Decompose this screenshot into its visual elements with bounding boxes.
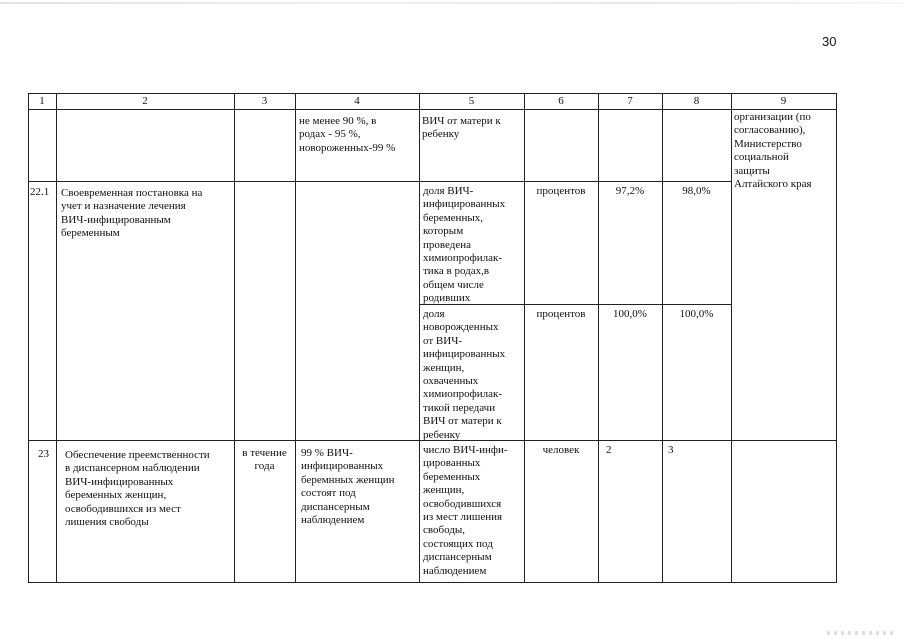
- header-col-7: 7: [627, 95, 633, 107]
- column-divider: [524, 93, 525, 583]
- header-col-6: 6: [558, 95, 564, 107]
- column-divider: [731, 93, 732, 583]
- indicator-value-col8: 98,0%: [682, 185, 711, 197]
- row-number-22-1: 22.1: [30, 186, 50, 198]
- indicator-value-col8: 3: [668, 444, 674, 456]
- column-divider: [56, 93, 57, 583]
- column-divider: [419, 93, 420, 583]
- scan-top-edge: [0, 2, 905, 4]
- row-23-term: в течение года: [242, 447, 287, 473]
- page-number: 30: [822, 34, 837, 49]
- header-col-3: 3: [261, 95, 268, 107]
- continuation-target-values: не менее 90 %, в родах - 95 %, новороженных-99 %: [299, 115, 396, 154]
- column-divider: [234, 93, 235, 583]
- indicator-value-col7: 100,0%: [613, 308, 647, 320]
- header-col-5: 5: [468, 95, 475, 107]
- row-number-23: 23: [38, 448, 49, 460]
- indicator-value-col7: 97,2%: [615, 185, 645, 197]
- indicator-hiv-pregnant-chemoprophylaxis: доля ВИЧ- инфицированных беременных, которым проведена химиопрофилак- тика в родах,в общем числе родивших: [423, 185, 506, 305]
- header-col-8: 8: [693, 95, 700, 107]
- column-divider: [295, 93, 296, 583]
- scan-artifact: [827, 631, 897, 635]
- indicator-unit: процентов: [536, 308, 586, 320]
- header-col-9: 9: [780, 95, 787, 107]
- plan-table: [28, 93, 837, 583]
- header-row-divider: [28, 109, 837, 110]
- row-23-target-value: 99 % ВИЧ- инфицированных беремнных женщин состоят под диспансерным наблюдением: [301, 447, 395, 527]
- indicator-unit: процентов: [536, 185, 586, 197]
- header-col-2: 2: [142, 95, 148, 107]
- indicator-newborns-chemoprophylaxis: доля новорожденных от ВИЧ- инфицированных женщин, охваченных химиопрофилак- тикой передачи ВИЧ от матери к ребенку: [423, 308, 506, 441]
- row-23-activity-name: Обеспечение преемственности в диспансерном наблюдении ВИЧ-инфицированных беременных женщин, освободившихся из мест лишения свободы: [65, 449, 210, 529]
- indicator-value-col7: 2: [606, 444, 612, 456]
- row-divider: [28, 181, 732, 182]
- table-border-left: [28, 93, 29, 583]
- responsible-organizations: организации (по согласованию), Министерство социальной защиты Алтайского края: [734, 111, 812, 191]
- indicator-value-col8: 100,0%: [679, 308, 714, 320]
- header-col-4: 4: [354, 95, 360, 107]
- table-border-bottom: [28, 582, 837, 583]
- column-divider: [598, 93, 599, 583]
- table-border-top: [28, 93, 837, 94]
- indicator-unit: человек: [542, 444, 580, 456]
- indicator-hiv-women-released-observed: число ВИЧ-инфи- цированных беременных женщин, освободившихся из мест лишения свободы, состоящих под диспансерным наблюдением: [423, 444, 508, 577]
- row-22-1-activity-name: Своевременная постановка на учет и назначение лечения ВИЧ-инфицированным беременным: [61, 187, 203, 240]
- continuation-indicator-text: ВИЧ от матери к ребенку: [422, 115, 501, 141]
- table-border-right: [836, 93, 837, 583]
- column-divider: [662, 93, 663, 583]
- header-col-1: 1: [39, 95, 45, 107]
